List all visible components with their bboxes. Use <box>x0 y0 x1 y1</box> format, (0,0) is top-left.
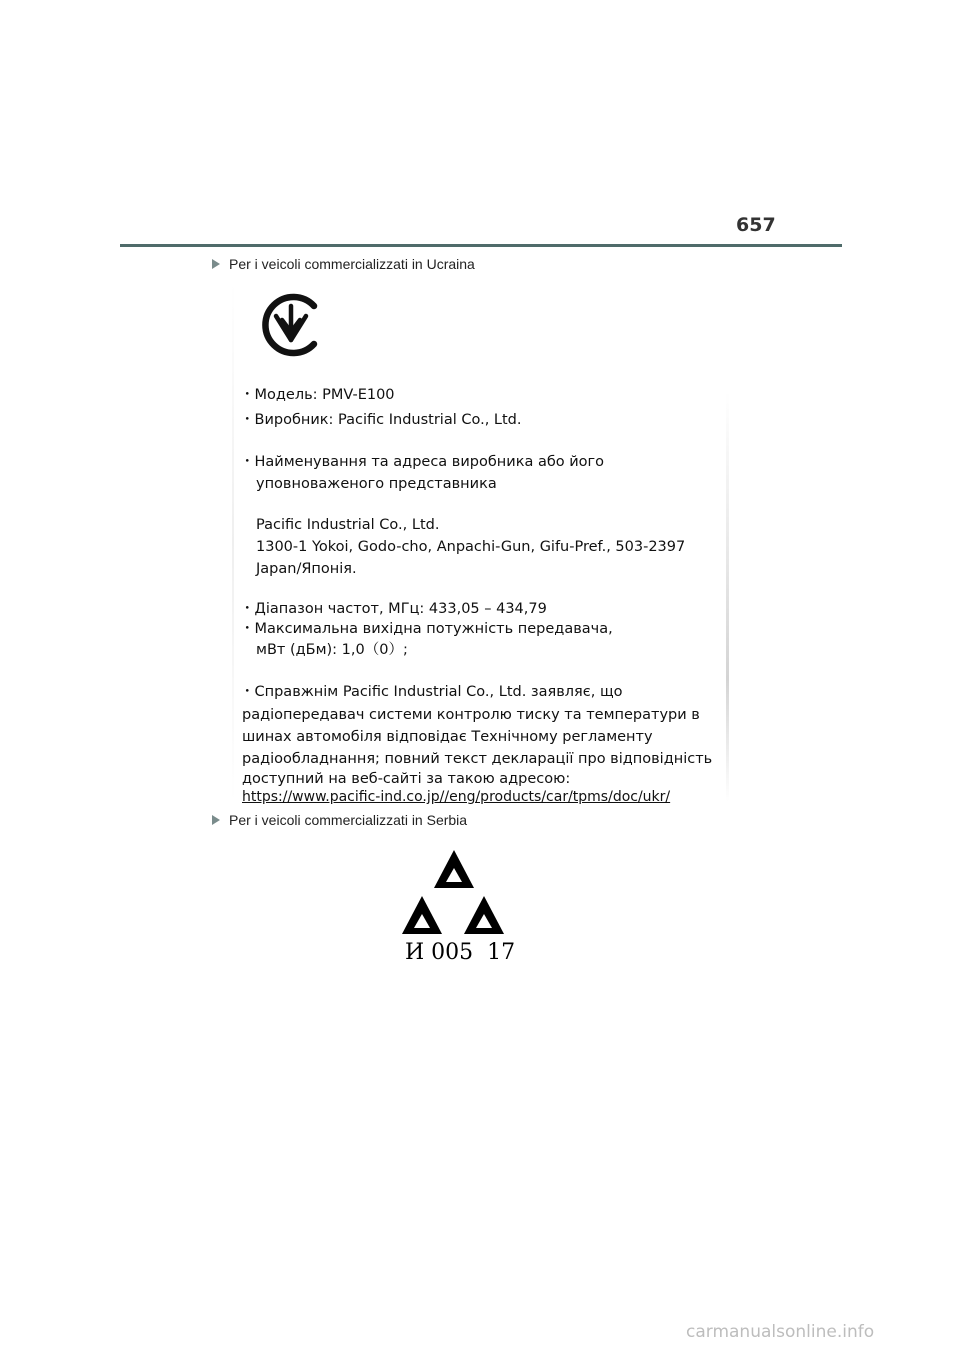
triangle-bullet-icon <box>212 259 220 269</box>
cert-line-address: 1300-1 Yokoi, Godo-cho, Anpachi-Gun, Gifu-Pref., 503-2397 <box>256 539 686 555</box>
header-rule <box>120 244 842 247</box>
triangle-bullet-icon <box>212 815 220 825</box>
cert-line-representative: ・Найменування та адреса виробника або його <box>240 454 605 470</box>
cert-line-declaration-2: радіопередавач системи контролю тиску та температури в <box>242 707 700 723</box>
section-heading-ukraine <box>212 256 475 272</box>
cert-line-frequency: ・Діапазон частот, МГц: 433,05 – 434,79 <box>240 601 547 617</box>
cert-line-declaration-4: радіообладнання; повний текст декларації про відповідність <box>242 751 713 767</box>
cert-line-declaration-5: доступний на веб-сайті за такою адресою: <box>242 771 571 787</box>
cert-line-model: ・Модель: PMV-E100 <box>240 387 395 403</box>
ukrsepro-conformity-icon <box>258 292 324 358</box>
declaration-url[interactable]: https://www.pacific-ind.co.jp//eng/products/car/tpms/doc/ukr/ <box>242 789 671 805</box>
cert-line-representative-2: уповноваженого представника <box>256 476 497 492</box>
cert-line-company: Pacific Industrial Co., Ltd. <box>256 517 440 533</box>
cert-line-declaration-3: шинах автомобіля відповідає Технічному регламенту <box>242 729 653 745</box>
section-heading-text: Per i veicoli commercializzati in Serbia <box>229 812 468 828</box>
serbia-cert-code: И 005 17 <box>405 940 516 965</box>
watermark: carmanualsonline.info <box>686 1322 875 1342</box>
serbia-triple-triangle-icon <box>398 848 510 938</box>
section-heading-text: Per i veicoli commercializzati in Ucraina <box>229 256 475 272</box>
cert-line-manufacturer: ・Виробник: Pacific Industrial Co., Ltd. <box>240 412 522 428</box>
cert-line-power-2: мВт (дБм): 1,0（0）; <box>256 642 408 658</box>
page-number: 657 <box>736 214 776 236</box>
section-heading-serbia <box>212 812 467 828</box>
panel-edge-left <box>232 282 234 802</box>
cert-line-power: ・Максимальна вихідна потужність передавача, <box>240 621 613 637</box>
cert-line-country: Japan/Японія. <box>256 561 357 577</box>
cert-line-declaration: ・Справжнім Pacific Industrial Co., Ltd. заявляє, що <box>240 684 623 700</box>
